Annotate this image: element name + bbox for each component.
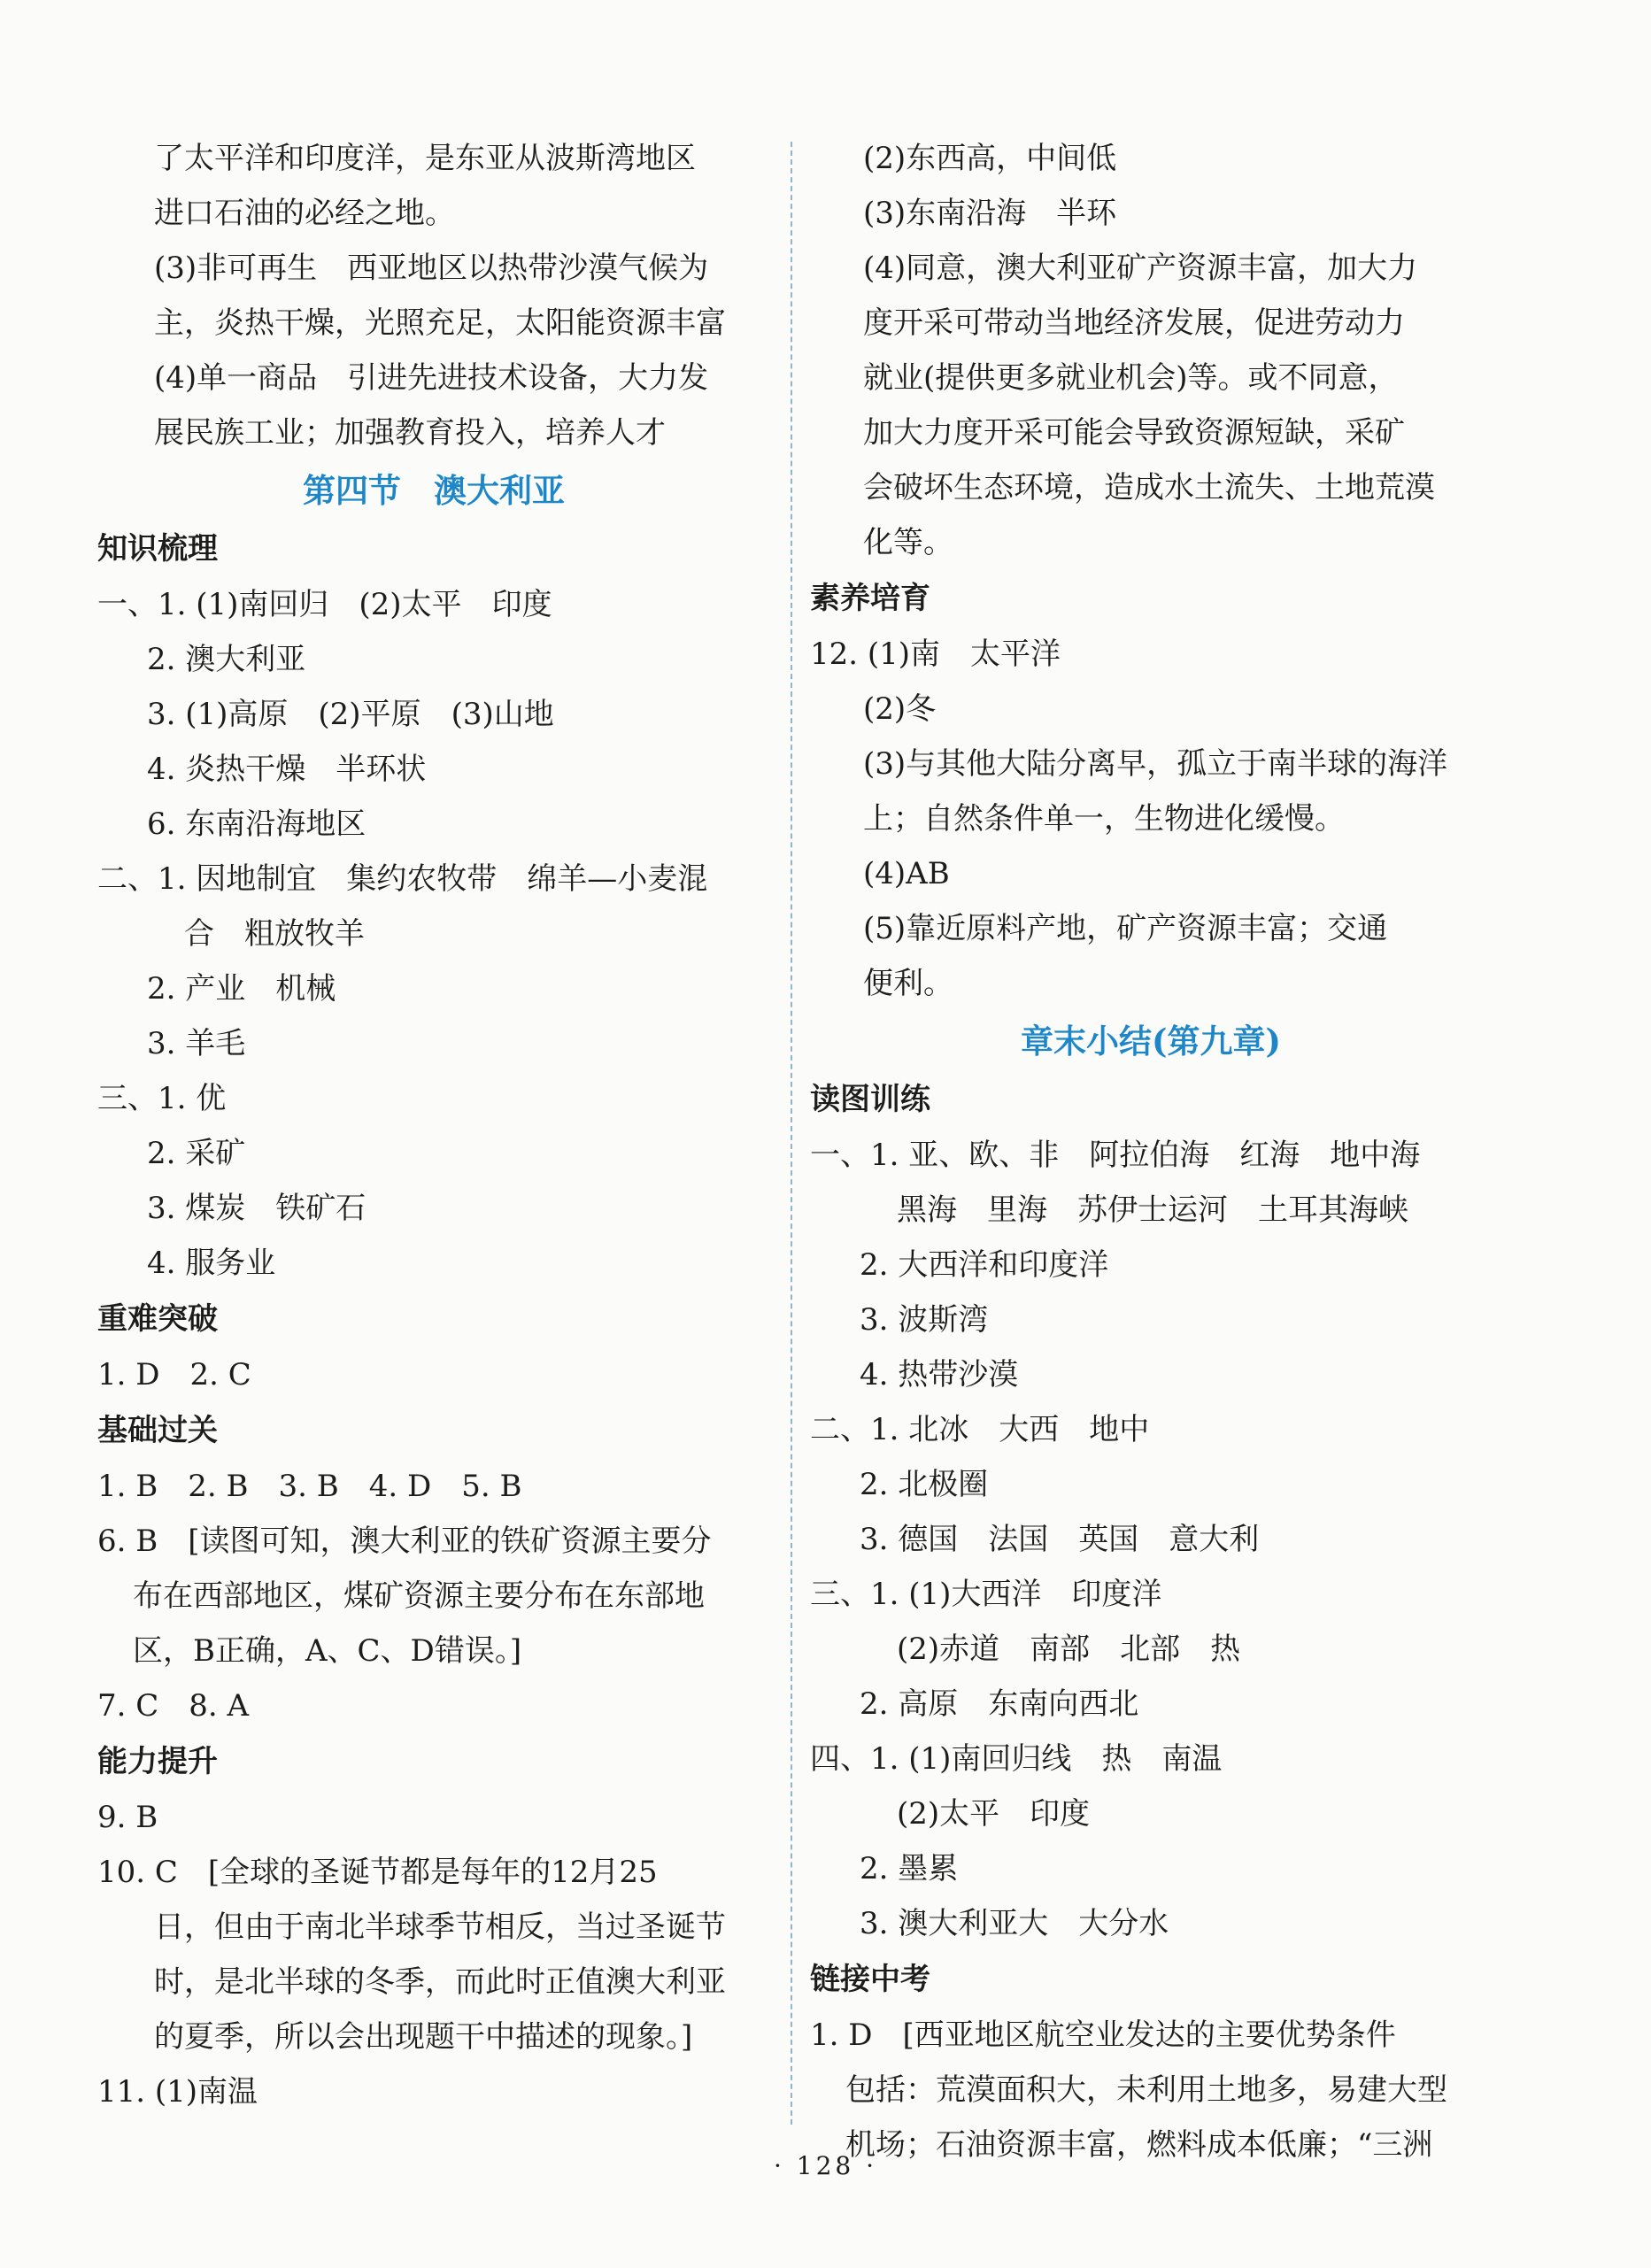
answer-line: (2)东西高，中间低 — [863, 141, 1117, 176]
answer-line: 12. (1)南 太平洋 — [810, 636, 1061, 672]
page-number: · 128 · — [773, 2151, 878, 2180]
answer-line: 度开采可带动当地经济发展，促进劳动力 — [863, 305, 1405, 341]
answer-line: 1. D [西亚地区航空业发达的主要优势条件 — [810, 2017, 1396, 2053]
answer-line: 就业(提供更多就业机会)等。或不同意， — [863, 360, 1399, 396]
answer-line: 10. C [全球的圣诞节都是每年的12月25 — [97, 1855, 658, 1890]
answer-line: 一、1. 亚、欧、非 阿拉伯海 红海 地中海 — [810, 1138, 1421, 1173]
answer-line: (2)赤道 南部 北部 热 — [897, 1632, 1241, 1667]
answer-line: 11. (1)南温 — [97, 2074, 258, 2110]
answer-line: 三、1. 优 — [97, 1081, 227, 1116]
answer-line: 3. 澳大利亚大 大分水 — [860, 1906, 1169, 1941]
subsection-heading: 素养培育 — [810, 581, 930, 616]
answer-line: 包括：荒漠面积大，未利用土地多，易建大型 — [845, 2072, 1447, 2108]
answer-line: 黑海 里海 苏伊士运河 土耳其海峡 — [897, 1192, 1408, 1228]
answer-line: (2)冬 — [863, 691, 937, 727]
answer-line: 化等。 — [863, 525, 953, 560]
answer-line: (4)AB — [863, 856, 950, 891]
answer-line: (3)非可再生 西亚地区以热带沙漠气候为 — [154, 251, 709, 286]
answer-line: 3. 波斯湾 — [860, 1302, 989, 1338]
right-column — [810, 131, 1492, 2172]
subsection-heading: 能力提升 — [97, 1744, 218, 1779]
answer-line: 一、1. (1)南回归 (2)太平 印度 — [97, 587, 552, 622]
answer-line: (3)与其他大陆分离早，孤立于南半球的海洋 — [863, 746, 1448, 782]
answer-line: 日，但由于南北半球季节相反，当过圣诞节 — [154, 1909, 726, 1945]
answer-line: 6. B [读图可知，澳大利亚的铁矿资源主要分 — [97, 1524, 712, 1559]
answer-line: 加大力度开采可能会导致资源短缺，采矿 — [863, 415, 1405, 451]
answer-line: 了太平洋和印度洋，是东亚从波斯湾地区 — [154, 141, 696, 176]
subsection-heading: 读图训练 — [810, 1082, 930, 1117]
subsection-heading: 基础过关 — [97, 1413, 218, 1448]
answer-line: 2. 澳大利亚 — [147, 642, 306, 677]
answer-line: 三、1. (1)大西洋 印度洋 — [810, 1577, 1162, 1612]
answer-line: 会破坏生态环境，造成水土流失、土地荒漠 — [863, 470, 1435, 505]
answer-line: (2)太平 印度 — [897, 1796, 1091, 1832]
answer-line: 合 粗放牧羊 — [184, 916, 365, 952]
answer-line: 布在西部地区，煤矿资源主要分布在东部地 — [133, 1578, 705, 1614]
answer-line: 2. 墨累 — [860, 1851, 959, 1886]
answer-line: 3. 德国 法国 英国 意大利 — [860, 1522, 1260, 1557]
answer-line: 4. 服务业 — [147, 1246, 276, 1281]
answer-line: (3)东南沿海 半环 — [863, 196, 1117, 231]
answer-line: 2. 采矿 — [147, 1136, 246, 1171]
answer-line: 的夏季，所以会出现题干中描述的现象。] — [154, 2019, 693, 2055]
column-divider — [791, 142, 792, 2125]
answer-line: 展民族工业；加强教育投入，培养人才 — [154, 415, 666, 451]
answer-line: 4. 炎热干燥 半环状 — [147, 752, 427, 787]
answer-line: 2. 大西洋和印度洋 — [860, 1247, 1109, 1283]
answer-line: 7. C 8. A — [97, 1688, 250, 1724]
answer-line: 便利。 — [863, 966, 953, 1001]
answer-line: 上；自然条件单一，生物进化缓慢。 — [863, 801, 1345, 837]
answer-line: 3. 羊毛 — [147, 1026, 246, 1061]
left-column — [97, 131, 770, 2119]
answer-line: 时，是北半球的冬季，而此时正值澳大利亚 — [154, 1964, 726, 2000]
answer-line: 区，B正确，A、C、D错误。] — [133, 1633, 522, 1669]
answer-line: 1. D 2. C — [97, 1357, 251, 1392]
answer-line: 6. 东南沿海地区 — [147, 806, 366, 842]
answer-line: 进口石油的必经之地。 — [154, 196, 455, 231]
answer-line: 二、1. 北冰 大西 地中 — [810, 1412, 1150, 1447]
subsection-heading: 重难突破 — [97, 1301, 218, 1337]
answer-line: 四、1. (1)南回归线 热 南温 — [810, 1741, 1223, 1777]
subsection-heading: 知识梳理 — [97, 531, 218, 567]
answer-line: 二、1. 因地制宜 集约农牧带 绵羊—小麦混 — [97, 861, 708, 897]
answer-line: (5)靠近原料产地，矿产资源丰富；交通 — [863, 911, 1388, 946]
answer-line: 9. B — [97, 1800, 158, 1835]
answer-line: 机场；石油资源丰富，燃料成本低廉；“三洲 — [845, 2127, 1433, 2163]
answer-line: 3. 煤炭 铁矿石 — [147, 1191, 366, 1226]
subsection-heading: 链接中考 — [810, 1962, 930, 1997]
answer-line: (4)同意，澳大利亚矿产资源丰富，加大力 — [863, 251, 1418, 286]
answer-line: (4)单一商品 引进先进技术设备，大力发 — [154, 360, 709, 396]
section-title: 第四节 澳大利亚 — [303, 471, 565, 510]
answer-line: 2. 高原 东南向西北 — [860, 1686, 1139, 1722]
answer-line: 主，炎热干燥，光照充足，太阳能资源丰富 — [154, 305, 726, 341]
answer-line: 2. 北极圈 — [860, 1467, 989, 1502]
answer-line: 1. B 2. B 3. B 4. D 5. B — [97, 1469, 522, 1504]
answer-line: 4. 热带沙漠 — [860, 1357, 1019, 1392]
section-title: 章末小结(第九章) — [1020, 1022, 1281, 1061]
answer-line: 3. (1)高原 (2)平原 (3)山地 — [147, 697, 554, 732]
answer-line: 2. 产业 机械 — [147, 971, 336, 1007]
